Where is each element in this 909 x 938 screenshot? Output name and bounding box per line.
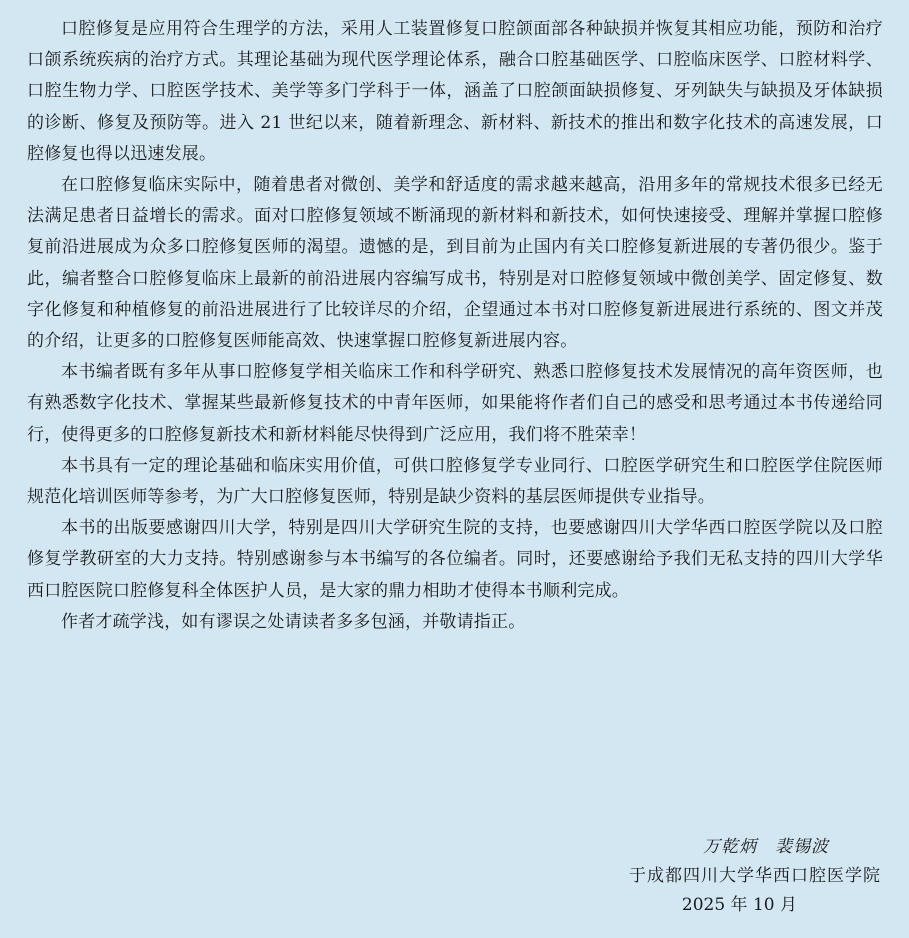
author-names: 万乾炳 裴锡波 <box>703 837 829 857</box>
preface-body <box>27 14 883 638</box>
preface-paragraph-2: 在口腔修复临床实际中，随着患者对微创、美学和舒适度的需求越来越高，沿用多年的常规技术很多已经无法满足患者日益增长的需求。面对口腔修复领域不断涌现的新材料和新技术，如何快速接受、理解并掌握口腔修复前沿进展成为众多口腔修复医师的渴望。遗憾的是，到目前为止国内有关口腔修复新进展的专著仍很少。鉴于此，编者整合口腔修复临床上最新的前沿进展内容编写成书，特别是对口腔修复领域中微创美学、固定修复、数字化修复和种植修复的前沿进展进行了比较详尽的介绍，企望通过本书对口腔修复新进展进行系统的、图文并茂的介绍，让更多的口腔修复医师能高效、快速掌握口腔修复新进展内容。 <box>27 175 883 352</box>
signature-block <box>561 833 881 920</box>
preface-paragraph-6: 作者才疏学浅，如有谬误之处请读者多多包涵，并敬请指正。 <box>61 611 526 632</box>
signature-date: 2025 年 10 月 <box>681 895 797 915</box>
preface-paragraph-3: 本书编者既有多年从事口腔修复学相关临床工作和科学研究、熟悉口腔修复技术发展情况的高年资医师，也有熟悉数字化技术、掌握某些最新修复技术的中青年医师，如果能将作者们自己的感受和思考通过本书传递给同行，使得更多的口腔修复新技术和新材料能尽快得到广泛应用，我们将不胜荣幸！ <box>27 362 883 445</box>
signature-place: 于成都四川大学华西口腔医学院 <box>629 866 881 886</box>
preface-paragraph-4: 本书具有一定的理论基础和临床实用价值，可供口腔修复学专业同行、口腔医学研究生和口腔医学住院医师规范化培训医师等参考，为广大口腔修复医师，特别是缺少资料的基层医师提供专业指导。 <box>27 455 883 508</box>
preface-paragraph-1: 口腔修复是应用符合生理学的方法，采用人工装置修复口腔颌面部各种缺损并恢复其相应功能，预防和治疗口颌系统疾病的治疗方式。其理论基础为现代医学理论体系，融合口腔基础医学、口腔临床医学、口腔材料学、口腔生物力学、口腔医学技术、美学等多门学科于一体，涵盖了口腔颌面缺损修复、牙列缺失与缺损及牙体缺损的诊断、修复及预防等。进入 21 世纪以来，随着新理念、新材料、新技术的推出和数字化技术的高速发展，口腔修复也得以迅速发展。 <box>27 19 883 164</box>
preface-paragraph-5: 本书的出版要感谢四川大学，特别是四川大学研究生院的支持，也要感谢四川大学华西口腔医学院以及口腔修复学教研室的大力支持。特别感谢参与本书编写的各位编者。同时，还要感谢给予我们无私支持的四川大学华西口腔医院口腔修复科全体医护人员，是大家的鼎力相助才使得本书顺利完成。 <box>27 518 883 601</box>
